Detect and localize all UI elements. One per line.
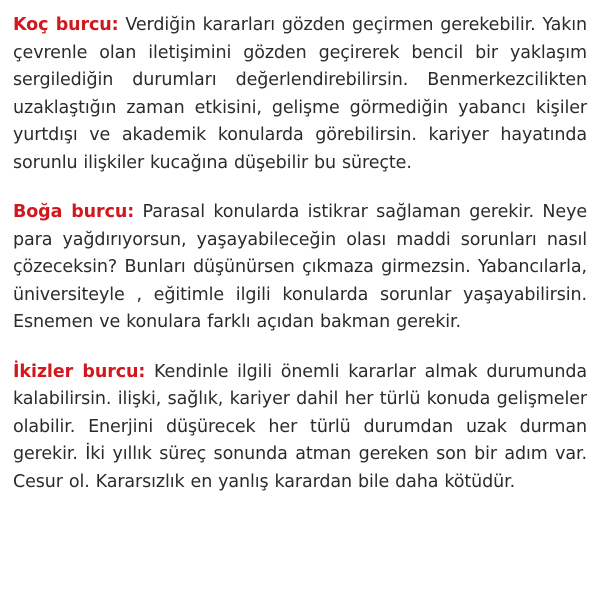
paragraph-text-ikizler: Kendinle ilgili önemli kararlar almak durumunda kalabilirsin. ilişki, sağlık, kariyer dahil her türlü konuda gelişmeler olabilir. Enerjini düşürecek her türlü durumdan uzak durman gerekir. İki yıllık süreç sonunda atman gereken son bir adım var. Cesur ol. Kararsızlık en yanlış karardan bile daha kötüdür. — [13, 361, 587, 492]
paragraph-boga — [13, 199, 587, 337]
paragraph-koc — [13, 12, 587, 177]
sign-title-ikizler: İkizler burcu: — [13, 361, 146, 382]
paragraph-ikizler — [13, 359, 587, 497]
paragraph-text-boga: Parasal konularda istikrar sağlaman gerekir. Neye para yağdırıyorsun, yaşayabileceğin olası maddi sorunları nasıl çözeceksin? Bunları düşünürsen çıkmaza girmezsin. Yabancılarla, üniversiteyle , eğitimle ilgili konularda sorunlar yaşayabilirsin. Esnemen ve konulara farklı açıdan bakman gerekir. — [13, 202, 588, 332]
sign-title-boga: Boğa burcu: — [13, 202, 135, 222]
entry-koc — [13, 12, 587, 177]
paragraph-text-koc: Verdiğin kararları gözden geçirmen gerekebilir. Yakın çevrenle olan iletişimini gözden geçirerek bencil bir yaklaşım sergilediğin durumları değerlendirebilirsin. Benmerkezcilikten uzaklaştığın zaman etkisini, gelişme görmediğin yabancı kişiler yurtdışı ve akademik konularda görebilirsin. kariyer hayatında sorunlu ilişkiler kucağına düşebilir bu süreçte. — [13, 15, 587, 173]
entry-ikizler — [13, 359, 587, 497]
sign-title-koc: Koç burcu: — [13, 15, 119, 35]
entry-boga — [13, 199, 587, 337]
